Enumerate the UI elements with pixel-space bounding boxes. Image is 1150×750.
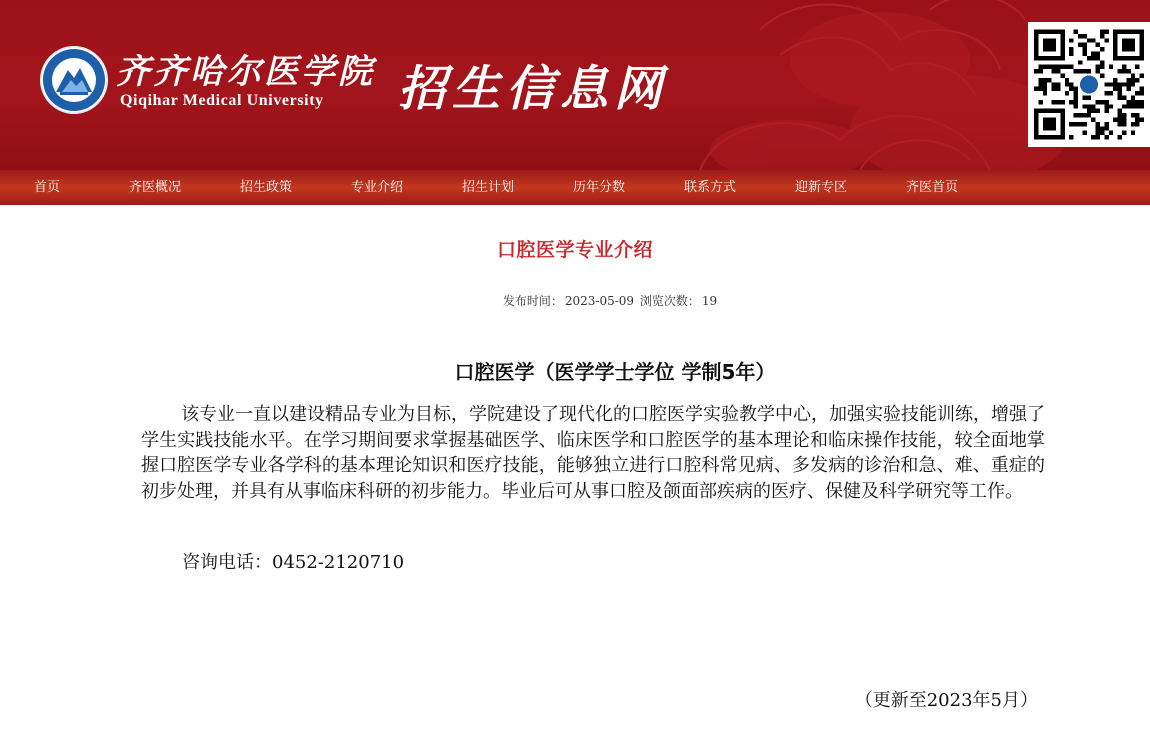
nav-item-home[interactable]: 首页 [34, 180, 61, 195]
main-nav [0, 170, 1150, 205]
contact-phone: 咨询电话：0452-2120710 [182, 552, 405, 573]
publish-label: 发布时间： [502, 294, 563, 308]
views-count: 19 [701, 294, 718, 308]
nav-item-scores[interactable]: 历年分数 [573, 180, 626, 195]
article-meta [0, 292, 1150, 309]
article-body: 该专业一直以建设精品专业为目标，学院建设了现代化的口腔医学实验教学中心，加强实验技能训练，增强了学生实践技能水平。在学习期间要求掌握基础医学、临床医学和口腔医学的基本理论和临床操作技能，较全面地掌握口腔医学专业各学科的基本理论知识和医疗技能，能够独立进行口腔科常见病、多发病的诊治和急、难、重症的初步处理，并具有从事临床科研的初步能力。毕业后可从事口腔及颌面部疾病的医疗、保健及科学研究等工作。 [141, 404, 1045, 502]
university-seal-icon[interactable] [38, 44, 110, 116]
article-title: 口腔医学专业介绍 [496, 239, 653, 261]
nav-item-plan[interactable]: 招生计划 [462, 180, 515, 195]
nav-item-contact[interactable]: 联系方式 [684, 180, 737, 195]
nav-item-majors[interactable]: 专业介绍 [351, 180, 404, 195]
header-banner [0, 0, 1150, 170]
nav-item-overview[interactable]: 齐医概况 [129, 180, 182, 195]
article-subtitle: 口腔医学（医学学士学位 学制5年） [454, 360, 776, 384]
site-title: 招生信息网 [398, 61, 669, 117]
publish-date: 2023-05-09 [564, 294, 635, 308]
nav-item-welcome[interactable]: 迎新专区 [795, 180, 848, 195]
update-note: （更新至2023年5月） [854, 690, 1038, 711]
qr-code-icon [1028, 22, 1150, 147]
university-name-cn: 齐齐哈尔医学院 [116, 52, 375, 92]
views-label: 浏览次数： [639, 294, 700, 308]
university-name-en: Qiqihar Medical University [120, 92, 324, 109]
nav-item-policy[interactable]: 招生政策 [240, 180, 293, 195]
nav-item-homepage[interactable]: 齐医首页 [906, 180, 959, 195]
